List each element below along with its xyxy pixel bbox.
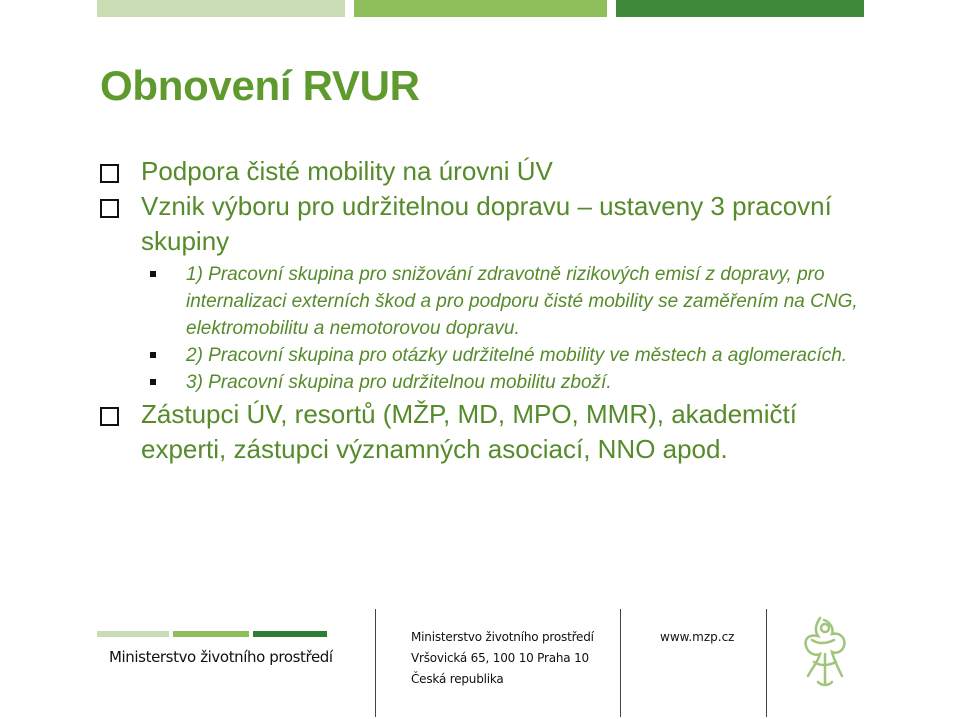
footer-bar-mid [173,631,249,637]
sub-bullet-text: 3) Pracovní skupina pro udržitelnou mobilitu zboží. [186,372,612,393]
sub-bullet-item [100,261,860,342]
website-link[interactable]: www.mzp.cz [660,630,735,644]
sub-bullet-item [100,342,860,369]
footer-bar-light [97,631,169,637]
checkbox-bullet-icon [100,199,119,218]
bullet-text: Vznik výboru pro udržitelnou dopravu – ustaveny 3 pracovní skupiny [141,191,832,256]
bullet-item [100,154,860,189]
square-bullet-icon [150,379,156,385]
sub-bullet-item [100,369,860,396]
footer-divider [620,609,621,717]
top-bar-segment-1 [97,0,345,17]
square-bullet-icon [150,352,156,358]
footer-bar-dark [253,631,327,637]
bullet-item [100,397,860,467]
footer-divider [766,609,767,717]
bullet-text: Podpora čisté mobility na úrovni ÚV [141,156,553,186]
square-bullet-icon [150,271,156,277]
checkbox-bullet-icon [100,407,119,426]
top-bar-segment-2 [354,0,607,17]
sub-bullet-text: 1) Pracovní skupina pro snižování zdravotně rizikových emisí z dopravy, pro internalizaci externích škod a pro podporu čisté mobility se zaměřením na CNG, elektromobilitu a nemotorovou dopravu. [186,264,858,339]
footer-divider [375,609,376,717]
sub-bullet-text: 2) Pracovní skupina pro otázky udržitelné mobility ve městech a aglomeracích. [186,345,848,366]
slide-title: Obnovení RVUR [100,62,420,109]
bullet-item [100,189,860,259]
ministry-logo-text: Ministerstvo životního prostředí [109,648,333,666]
top-bar-segment-3 [616,0,864,17]
czech-lion-emblem-icon [790,610,860,690]
address-line: Vršovická 65, 100 10 Praha 10 [411,651,589,665]
bullet-text: Zástupci ÚV, resortů (MŽP, MD, MPO, MMR), akademičtí experti, zástupci významných asociací, NNO apod. [141,399,797,464]
checkbox-bullet-icon [100,164,119,183]
slide-content [100,154,860,467]
address-line: Ministerstvo životního prostředí [411,630,594,644]
address-line: Česká republika [411,672,504,686]
